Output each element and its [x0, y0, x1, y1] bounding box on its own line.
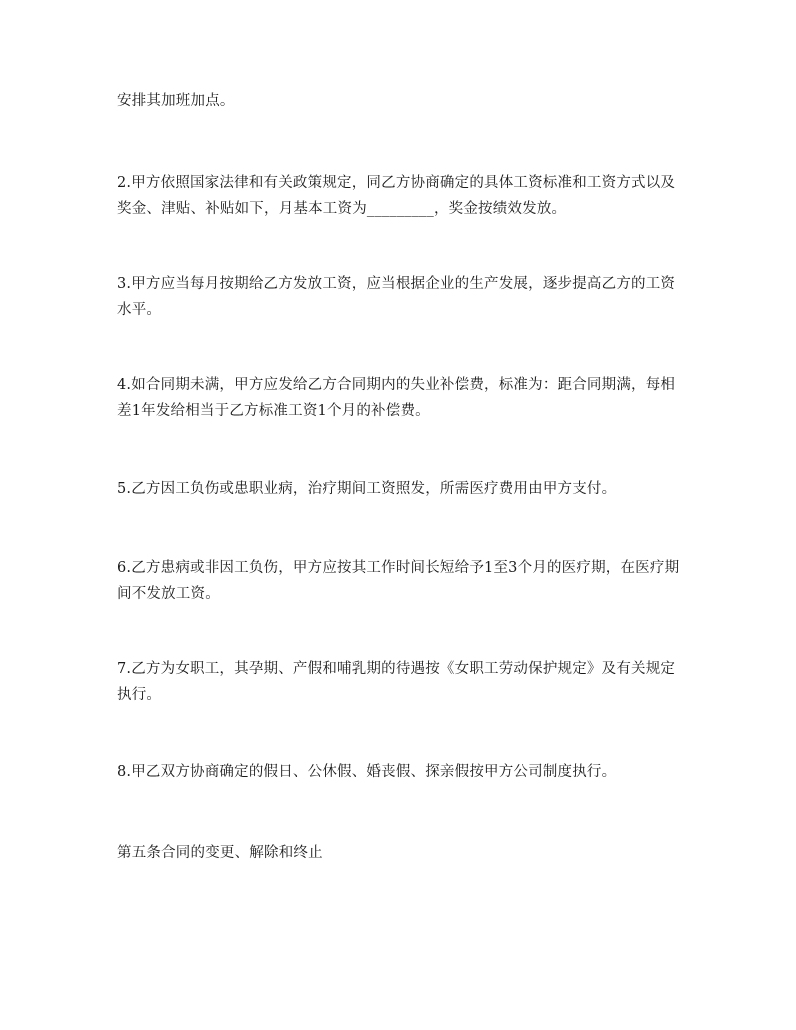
paragraph-clause-3-payment: 3.甲方应当每月按期给乙方发放工资，应当根据企业的生产发展，逐步提高乙方的工资水平。: [117, 276, 676, 318]
paragraph-clause-4-compensation: 4.如合同期未满，甲方应发给乙方合同期内的失业补偿费，标准为：距合同期满，每相差1年发给相当于乙方标准工资1个月的补偿费。: [117, 377, 676, 419]
paragraph-overtime-tail: 安排其加班加点。: [117, 93, 235, 109]
paragraph-clause-7-female-staff: 7.乙方为女职工，其孕期、产假和哺乳期的待遇按《女职工劳动保护规定》及有关规定执行。: [117, 661, 676, 703]
section-heading-article-5: 第五条合同的变更、解除和终止: [117, 845, 323, 861]
paragraph-clause-8-holidays: 8.甲乙双方协商确定的假日、公休假、婚丧假、探亲假按甲方公司制度执行。: [117, 764, 617, 780]
paragraph-clause-6-sick-leave: 6.乙方患病或非因工负伤，甲方应按其工作时间长短给予1至3个月的医疗期，在医疗期间不发放工资。: [117, 560, 680, 602]
paragraph-clause-2-salary: 2.甲方依照国家法律和有关政策规定，同乙方协商确定的具体工资标准和工资方式以及奖金、津贴、补贴如下，月基本工资为_________，奖金按绩效发放。: [117, 175, 676, 217]
paragraph-clause-5-work-injury: 5.乙方因工负伤或患职业病，治疗期间工资照发，所需医疗费用由甲方支付。: [117, 481, 617, 497]
